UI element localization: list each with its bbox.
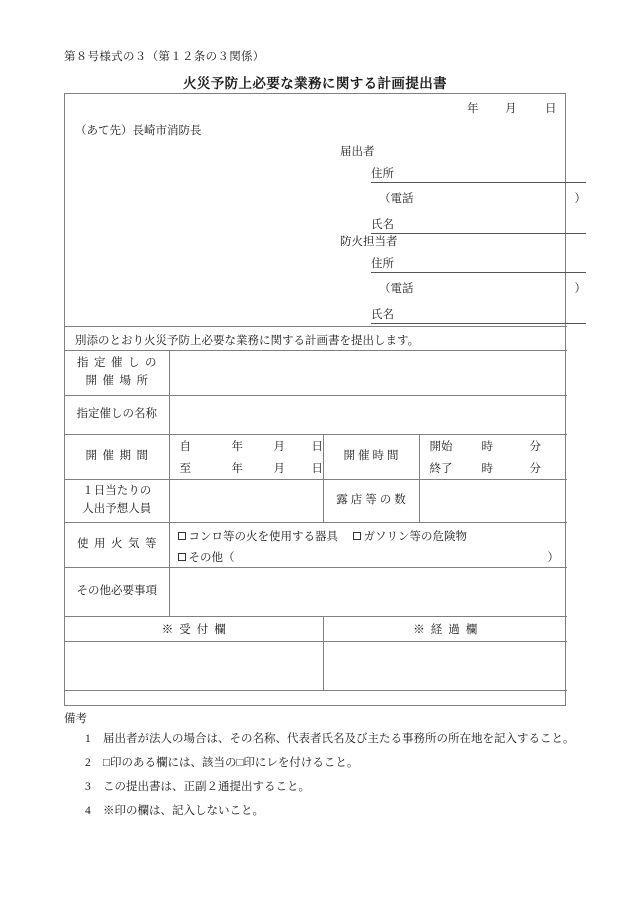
venue-label-line2: 開催場所 (85, 375, 154, 387)
hours-label-cell (323, 435, 419, 480)
attendance-label-line1: １日当たりの (82, 485, 152, 498)
declarant-block (340, 143, 586, 238)
fire-manager-name-field[interactable] (371, 302, 560, 328)
hours-input-cell[interactable] (419, 435, 567, 480)
remark-text: この提出書は、正副２通提出すること。 (103, 780, 310, 793)
hours-start-row (420, 435, 568, 457)
fire-use-label-cell (65, 523, 169, 568)
checkbox-icon[interactable] (178, 532, 186, 540)
declarant-address-field[interactable] (371, 161, 560, 187)
date-day-label: 日 (545, 103, 557, 115)
period-to-day: 日 (311, 463, 323, 475)
period-label-cell (65, 435, 169, 480)
fire-option-stove-label: コンロ等の火を使用する器具 (188, 531, 338, 543)
fire-manager-address-rule (371, 272, 586, 273)
fire-option-gasoline-label: ガソリン等の危険物 (363, 531, 467, 543)
period-from-day: 日 (311, 441, 323, 453)
declarant-phone-close: ） (574, 193, 586, 205)
form-table (65, 350, 567, 691)
table-row-period (65, 435, 567, 480)
remark-note (57, 780, 597, 795)
declarant-title: 届出者 (340, 146, 375, 158)
fire-option-other-label: その他（ (188, 552, 235, 564)
hours-label: 開催時間 (343, 450, 402, 463)
hours-start-label: 開始 (429, 441, 453, 453)
remarks-section (57, 710, 597, 828)
remark-number: 2 (85, 756, 91, 769)
remark-note (57, 732, 597, 747)
table-row-other-items (65, 568, 567, 617)
fire-manager-title: 防火担当者 (340, 236, 398, 248)
fire-manager-name-label: 氏名 (371, 309, 394, 321)
submission-statement (65, 326, 567, 350)
venue-label-line1: 指定催しの (77, 357, 162, 370)
remark-number: 3 (85, 780, 91, 793)
official-receipt-label: ※受付欄 (161, 624, 232, 636)
venue-input-cell[interactable] (169, 351, 567, 396)
period-from-year: 年 (231, 441, 243, 453)
date-month-label: 月 (505, 103, 517, 115)
declarant-phone-label: （電話 (379, 193, 414, 205)
remark-number: 1 (85, 733, 91, 745)
hours-start-hour: 時 (481, 441, 493, 453)
stalls-label: 露店等の数 (336, 494, 409, 507)
checkbox-icon[interactable] (353, 532, 361, 540)
hours-end-minute: 分 (529, 463, 541, 475)
remark-number: 4 (85, 804, 91, 817)
form-frame (64, 93, 586, 706)
stalls-input-cell[interactable] (419, 480, 567, 523)
fire-option-stove[interactable] (178, 528, 339, 544)
declarant-phone-field[interactable] (371, 187, 586, 212)
submission-statement-text: 別添のとおり火災予防上必要な業務に関する計画書を提出します。 (75, 335, 420, 347)
official-progress-label: ※経過欄 (413, 624, 484, 636)
fire-manager-address-label: 住所 (371, 258, 394, 270)
period-label: 開催期間 (85, 450, 154, 463)
hours-start-minute: 分 (529, 441, 541, 453)
table-row-official-body (65, 642, 567, 691)
table-row-attendance (65, 480, 567, 523)
table-row-fire-use (65, 523, 567, 568)
fire-manager-name-rule (371, 323, 586, 324)
official-progress-header-cell (323, 617, 567, 642)
other-items-label: その他必要事項 (76, 585, 157, 598)
fire-use-label: 使用火気等 (77, 538, 162, 551)
date-year-label: 年 (467, 103, 479, 115)
declarant-address-rule (371, 182, 586, 183)
declarant-address-label: 住所 (371, 168, 394, 180)
period-to-label: 至 (179, 463, 191, 475)
attendance-label-cell (65, 480, 169, 523)
addressee: （あて先）長崎市消防長 (75, 125, 202, 137)
official-progress-input-cell[interactable] (323, 642, 567, 691)
attendance-label-line2: 人出予想人員 (82, 503, 152, 515)
remark-note (57, 804, 597, 819)
remarks-title: 備考 (64, 713, 87, 725)
remark-text: 届出者が法人の場合は、その名称、代表者氏名及び主たる事務所の所在地を記入すること。 (103, 733, 575, 745)
period-from-label: 自 (179, 441, 191, 453)
fire-manager-block (340, 233, 586, 328)
fire-manager-phone-close: ） (574, 283, 586, 295)
hours-end-row (420, 457, 568, 479)
event-name-label: 指定催しの名称 (76, 408, 157, 421)
fire-option-gasoline[interactable] (353, 528, 468, 544)
checkbox-icon[interactable] (178, 553, 186, 561)
official-receipt-header-cell (65, 617, 323, 642)
hours-end-label: 終了 (429, 463, 453, 475)
hours-end-hour: 時 (481, 463, 493, 475)
remark-text: □印のある欄には、該当の□印にレを付けること。 (103, 756, 359, 769)
period-to-month: 月 (273, 463, 285, 475)
venue-label-cell (65, 351, 169, 396)
period-to-year: 年 (231, 463, 243, 475)
other-items-label-cell (65, 568, 169, 617)
fire-manager-phone-field[interactable] (371, 277, 586, 302)
table-row-event-name (65, 396, 567, 435)
date-line (65, 94, 567, 120)
declarant-name-label: 氏名 (371, 219, 394, 231)
event-name-input-cell[interactable] (169, 396, 567, 435)
stalls-label-cell (323, 480, 419, 523)
fire-option-other[interactable] (178, 549, 235, 565)
event-name-label-cell (65, 396, 169, 435)
period-from-row (170, 435, 323, 457)
table-row-venue (65, 351, 567, 396)
attendance-input-cell[interactable] (169, 480, 323, 523)
fire-manager-phone-label: （電話 (379, 283, 414, 295)
fire-option-other-close: ） (547, 552, 560, 564)
period-to-row (170, 457, 323, 479)
remark-text: ※印の欄は、記入しないこと。 (103, 804, 264, 817)
table-row-official-headers (65, 617, 567, 642)
other-items-input-cell[interactable] (169, 568, 567, 617)
period-from-month: 月 (273, 441, 285, 453)
official-receipt-input-cell[interactable] (65, 642, 323, 691)
period-input-cell[interactable] (169, 435, 323, 480)
remark-note (57, 756, 597, 771)
fire-use-options-cell (169, 523, 567, 568)
fire-manager-address-field[interactable] (371, 251, 560, 277)
page-title: 火災予防上必要な業務に関する計画提出書 (182, 76, 448, 91)
form-code: 第８号様式の３（第１２条の３関係） (64, 51, 265, 63)
